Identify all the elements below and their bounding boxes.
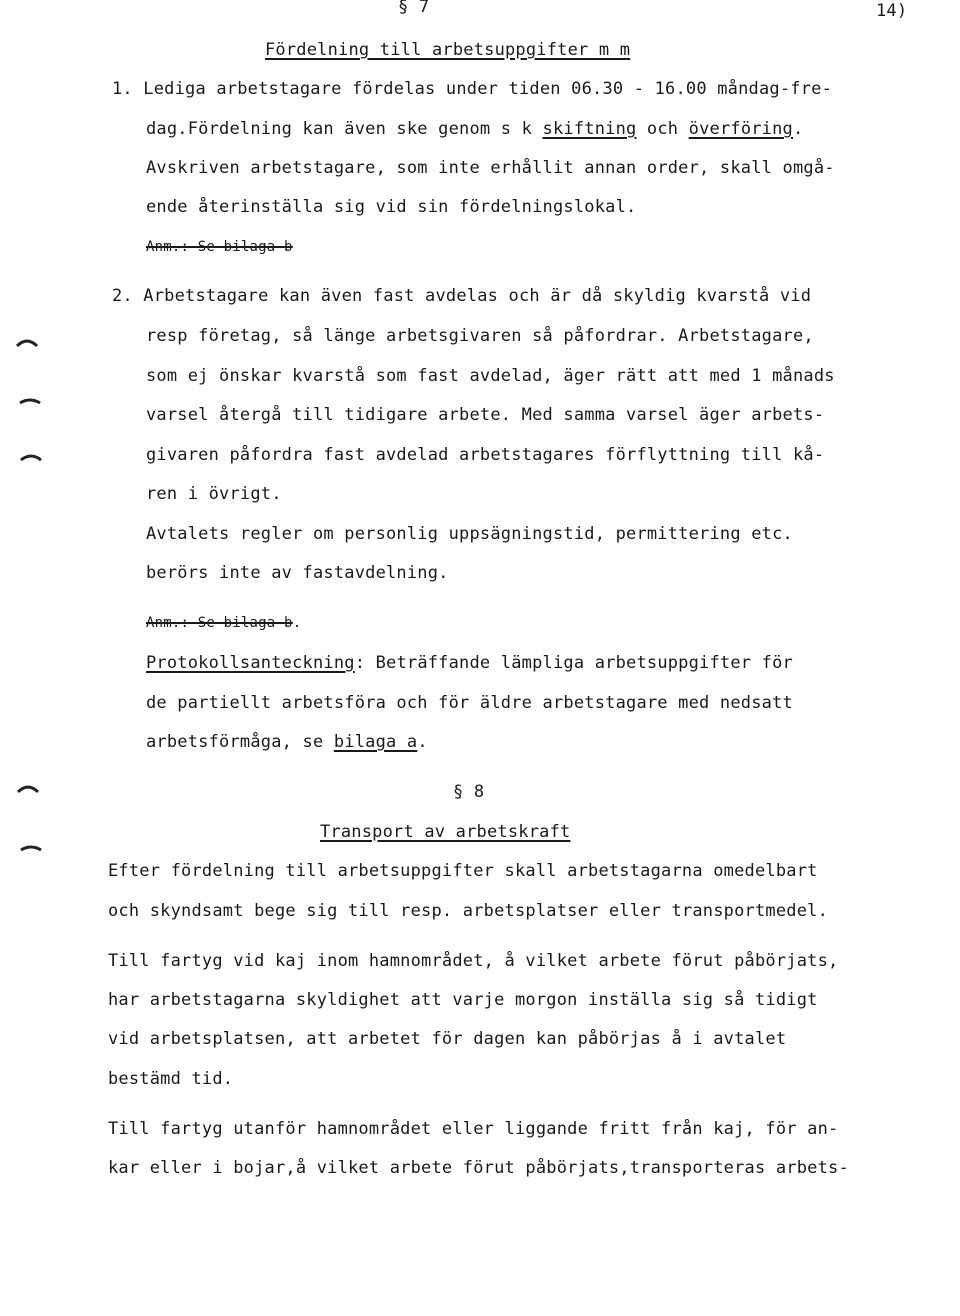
section-8-para-3-line-2: kar eller i bojar,å vilket arbete förut påbörjats,transporteras arbets- [108,1158,849,1178]
margin-mark [17,784,39,794]
struck-annotation-2-trail: . [292,615,302,631]
protocol-line-3 [146,731,428,753]
page-number: 14) [876,1,908,21]
item-2-line-8: berörs inte av fastavdelning. [146,563,449,583]
skiftning-term: skiftning [542,119,637,139]
struck-annotation-1: Anm.: Se bilaga b [146,239,293,255]
margin-mark [20,452,42,462]
item-1-line-2-end: . [793,119,804,139]
section-8-para-2-line-2: har arbetstagarna skyldighet att varje morgon inställa sig så tidigt [108,990,818,1010]
section-8-para-1-line-1: Efter fördelning till arbetsuppgifter skall arbetstagarna omedelbart [108,861,818,881]
section-8-para-2-line-4: bestämd tid. [108,1069,234,1089]
section-8-para-2-line-3: vid arbetsplatsen, att arbetet för dagen kan påbörjas å i avtalet [108,1029,787,1049]
protocol-line-2: de partiellt arbetsföra och för äldre arbetstagare med nedsatt [146,693,793,713]
section-8-heading: § 8 [453,782,485,802]
margin-mark [20,842,42,852]
struck-annotation-2-wrap [146,612,301,634]
margin-mark [19,395,41,405]
item-1-line-4: ende återinställa sig vid sin fördelningslokal. [146,197,637,217]
section-8-para-3-line-1: Till fartyg utanför hamnområdet eller liggande fritt från kaj, för an- [108,1119,839,1139]
struck-annotation-2: Anm.: Se bilaga b [146,615,293,631]
protocol-line-3-start: arbetsförmåga, se [146,732,334,752]
item-1-line-2-mid: och [636,119,689,139]
protocol-colon: : [354,653,366,673]
item-1-line-2-text: dag.Fördelning kan även ske genom s k [146,119,543,139]
protocol-label: Protokollsanteckning [146,653,355,673]
item-2-line-6: ren i övrigt. [146,484,282,504]
bilaga-a-reference: bilaga a [333,732,418,752]
item-2-line-7: Avtalets regler om personlig uppsägningstid, permittering etc. [146,524,793,544]
protocol-line-1-rest: Beträffande lämpliga arbetsuppgifter för [365,653,793,673]
item-2-line-4: varsel återgå till tidigare arbete. Med samma varsel äger arbets- [146,405,825,425]
section-8-para-2-line-1: Till fartyg vid kaj inom hamnområdet, å vilket arbete förut påbörjats, [108,951,839,971]
item-2-line-5: givaren påfordra fast avdelad arbetstagares förflyttning till kå- [146,445,825,465]
item-2-line-3: som ej önskar kvarstå som fast avdelad, äger rätt att med 1 månads [146,366,835,386]
item-2-line-2: resp företag, så länge arbetsgivaren så påfordrar. Arbetstagare, [146,326,814,346]
item-2-line-1: 2. Arbetstagare kan även fast avdelas och är då skyldig kvarstå vid [112,286,812,306]
section-8-para-1-line-2: och skyndsamt bege sig till resp. arbetsplatser eller transportmedel. [108,901,829,921]
protocol-line-3-end: . [417,732,428,752]
margin-mark [16,338,38,348]
section-7-heading: § 7 [398,0,430,17]
section-8-title: Transport av arbetskraft [320,822,571,842]
item-1-line-1: 1. Lediga arbetstagare fördelas under tiden 06.30 - 16.00 måndag-fre- [112,79,833,99]
protocol-line-1 [146,652,793,674]
overforing-term: överföring [688,119,793,139]
item-1-line-2 [146,118,803,140]
item-1-line-3: Avskriven arbetstagare, som inte erhållit annan order, skall omgå- [146,158,835,178]
section-7-title: Fördelning till arbetsuppgifter m m [265,40,631,60]
